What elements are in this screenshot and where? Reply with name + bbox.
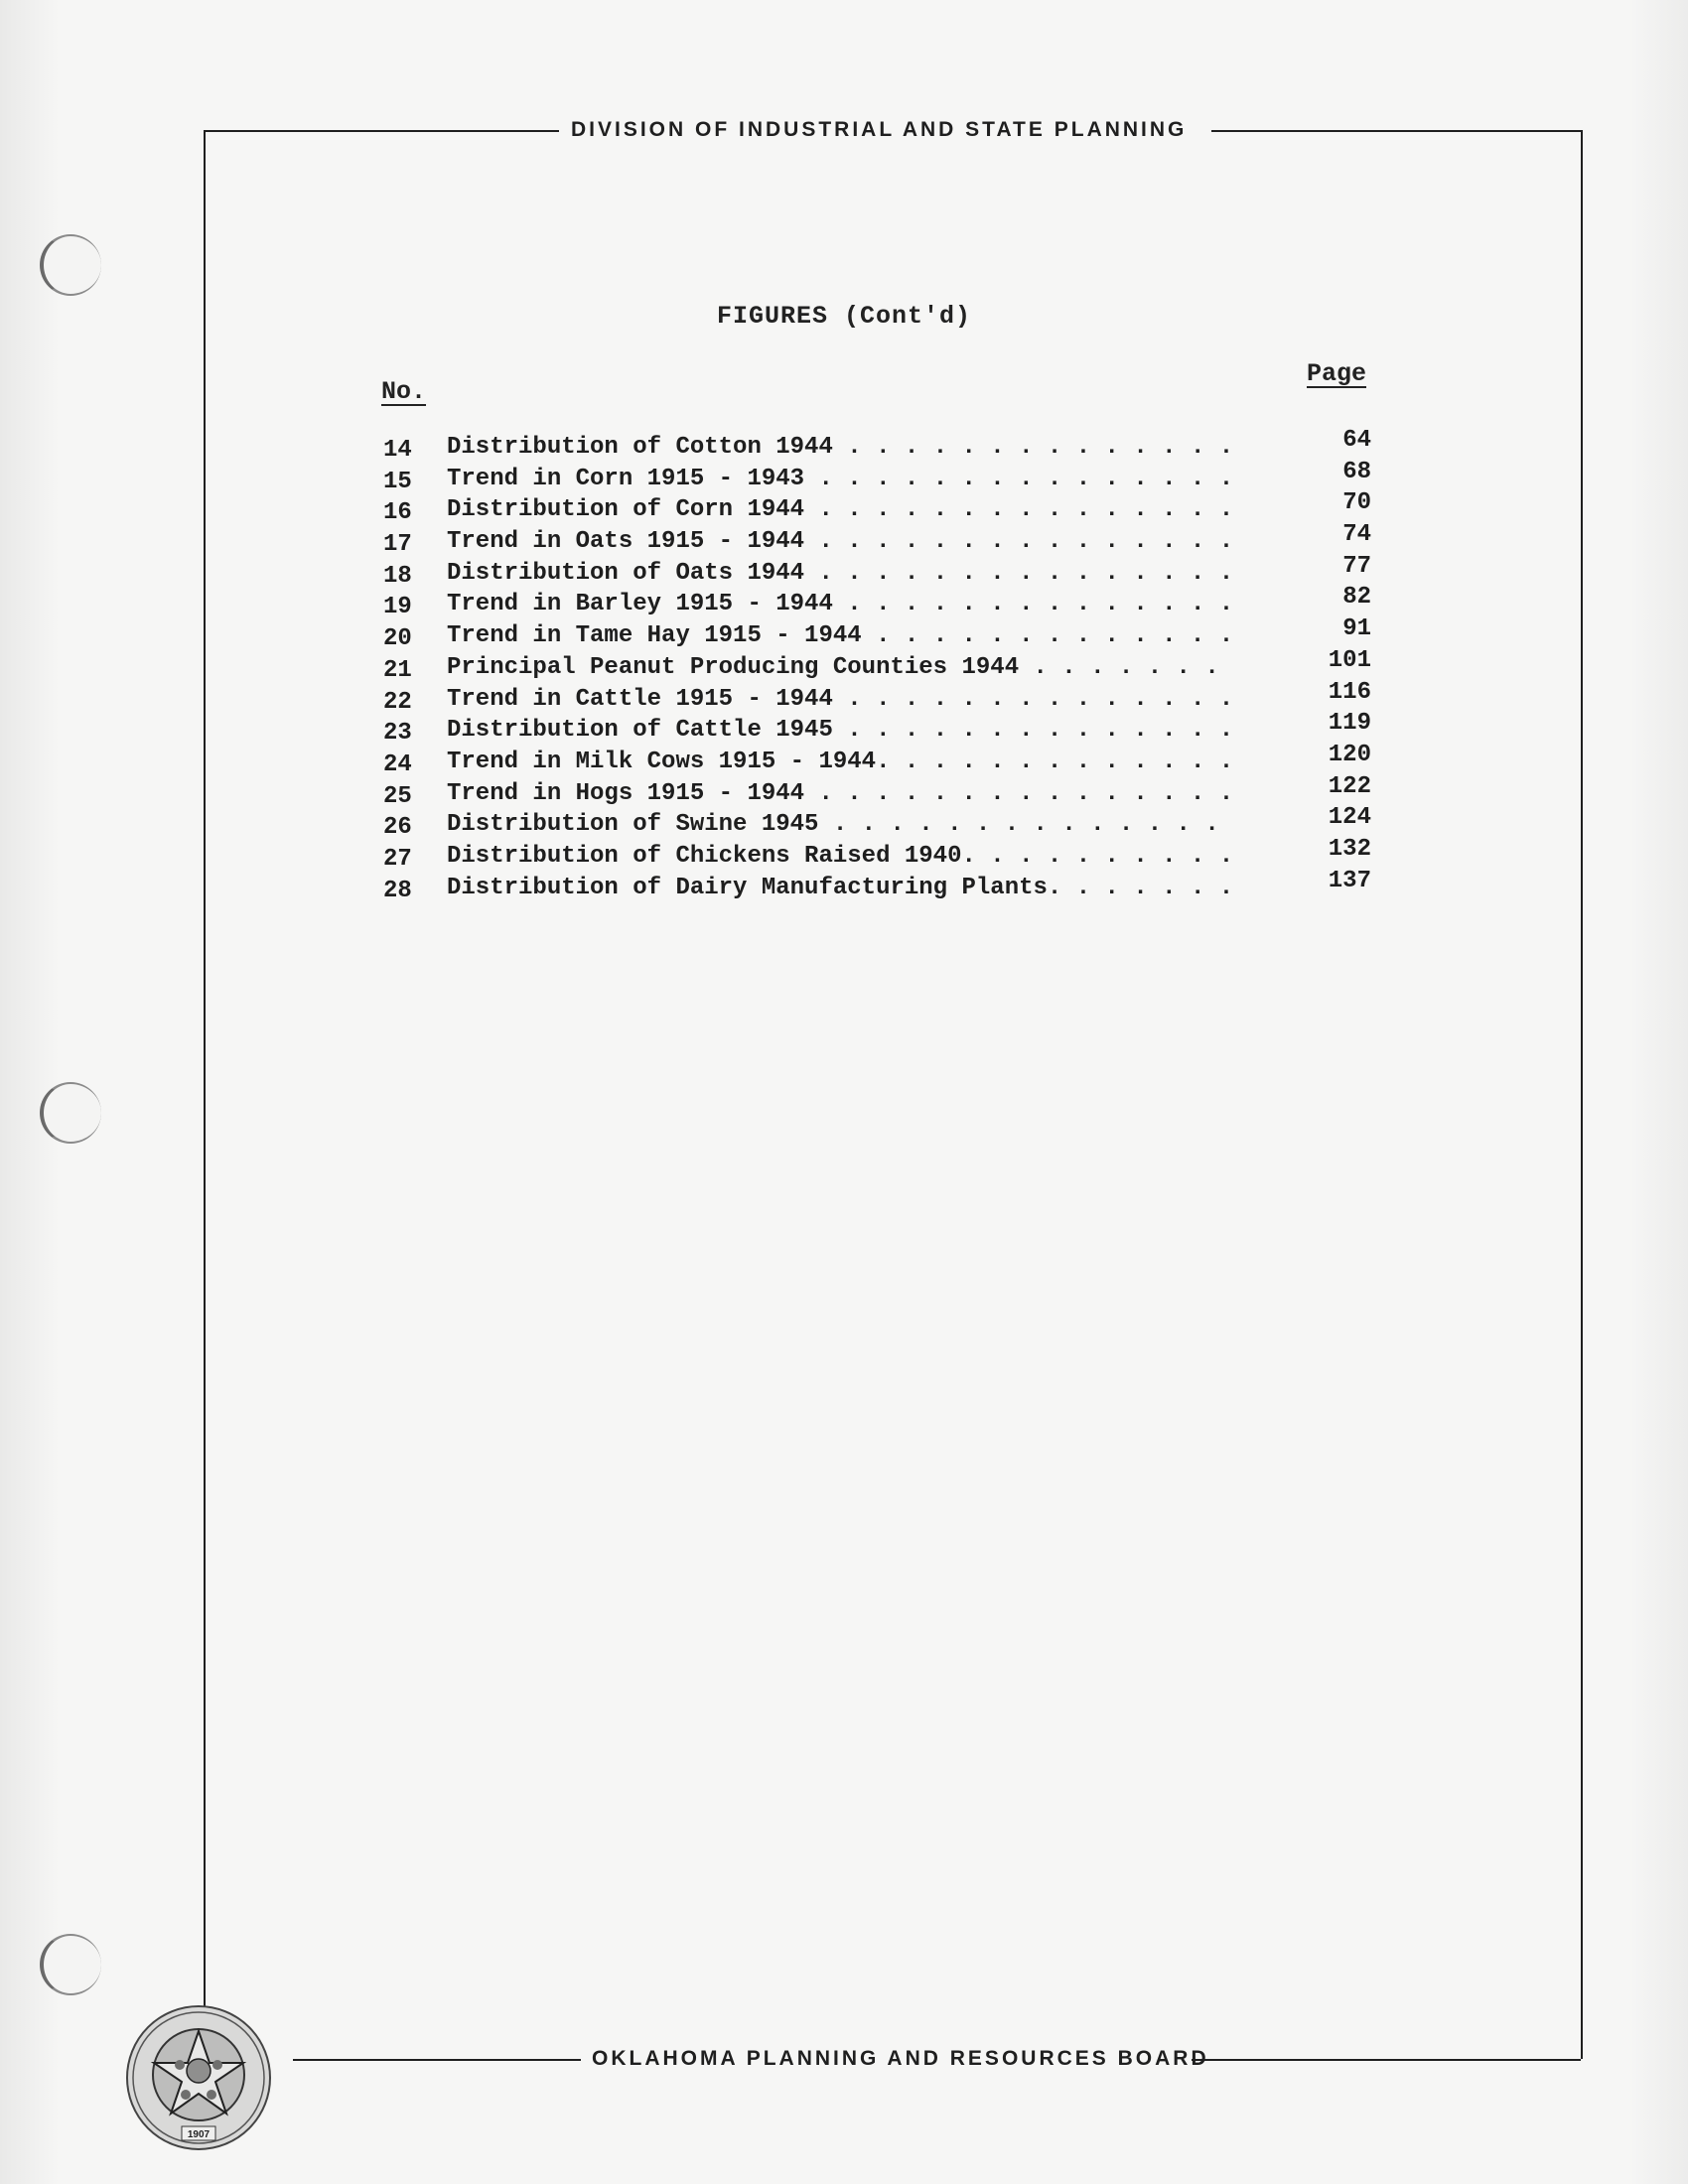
figure-title-text: Trend in Oats 1915 - 1944 (447, 528, 805, 556)
figure-title (447, 780, 1233, 807)
figure-number: 21 (383, 656, 412, 684)
figure-title (447, 591, 1233, 617)
leader-dots: . . . . . . . . . . . . . . (832, 811, 1219, 839)
figure-number: 28 (383, 877, 412, 904)
figure-title-text: Trend in Milk Cows 1915 - 1944. (447, 748, 891, 775)
figure-title (447, 622, 1233, 649)
column-header-page: Page (1307, 359, 1367, 388)
figure-row (383, 427, 1376, 464)
leader-dots: . . . . . . . . . . . . . . . (818, 465, 1234, 492)
figure-row (383, 710, 1376, 748)
figure-number: 17 (383, 531, 412, 559)
leader-dots: . . . . . . . . . . . . . . (847, 685, 1234, 713)
figure-number: 18 (383, 562, 412, 590)
figure-title-text: Distribution of Corn 1944 (447, 496, 805, 524)
seal-year: 1907 (187, 2129, 211, 2140)
figure-page-number: 64 (1342, 427, 1371, 454)
figure-title-text: Distribution of Swine 1945 (447, 811, 819, 839)
figure-number: 14 (383, 437, 412, 464)
figure-row (383, 741, 1376, 778)
leader-dots: . . . . . . . . . . . . . (876, 622, 1234, 650)
figure-title-text: Trend in Hogs 1915 - 1944 (447, 779, 805, 807)
figure-page-number: 122 (1328, 772, 1371, 800)
figure-title-text: Distribution of Dairy Manufacturing Plants. (447, 874, 1062, 901)
figure-title (447, 496, 1233, 523)
figure-title-text: Distribution of Cotton 1944 (447, 434, 833, 461)
figure-title (447, 749, 1233, 775)
figure-number: 24 (383, 751, 412, 778)
figure-title (447, 466, 1233, 492)
figure-row (383, 615, 1376, 653)
leader-dots: . . . . . . . . . (990, 842, 1234, 870)
leader-dots: . . . . . . . . . . . . . . (847, 717, 1234, 745)
figure-number: 20 (383, 625, 412, 653)
figure-row (383, 521, 1376, 559)
figure-title (447, 875, 1233, 901)
footer-rule-left (293, 2059, 581, 2061)
figure-page-number: 70 (1342, 489, 1371, 517)
figure-row (383, 646, 1376, 684)
leader-dots: . . . . . . . . . . . . . . (847, 434, 1234, 461)
figure-page-number: 124 (1328, 804, 1371, 832)
page-frame (204, 130, 1583, 2059)
figure-number: 26 (383, 814, 412, 842)
leader-dots: . . . . . . . . . . . . . . . (818, 528, 1234, 556)
leader-dots: . . . . . . . . . . . . . . . (818, 779, 1234, 807)
figure-title (447, 811, 1219, 838)
figure-row (383, 458, 1376, 495)
figure-title (447, 717, 1233, 744)
figure-title-text: Distribution of Cattle 1945 (447, 717, 833, 745)
figure-title-text: Distribution of Oats 1944 (447, 559, 805, 587)
figure-page-number: 82 (1342, 584, 1371, 612)
figure-page-number: 120 (1328, 741, 1371, 768)
figure-row (383, 867, 1376, 904)
figure-number: 19 (383, 594, 412, 621)
figure-page-number: 101 (1328, 646, 1371, 674)
figure-title-text: Trend in Corn 1915 - 1943 (447, 465, 805, 492)
page-title: FIGURES (Cont'd) (716, 302, 972, 331)
figure-page-number: 137 (1328, 867, 1371, 894)
figure-page-number: 68 (1342, 458, 1371, 485)
figure-row (383, 804, 1376, 842)
figure-title-text: Principal Peanut Producing Counties 1944 (447, 653, 1020, 681)
figure-number: 15 (383, 468, 412, 495)
figure-page-number: 91 (1342, 615, 1371, 643)
figure-title (447, 434, 1233, 461)
figure-title-text: Trend in Tame Hay 1915 - 1944 (447, 622, 862, 650)
figure-page-number: 74 (1342, 521, 1371, 549)
figure-row (383, 584, 1376, 621)
figure-row (383, 772, 1376, 810)
figure-number: 23 (383, 720, 412, 748)
leader-dots: . . . . . . . . . . . . . . . (818, 559, 1234, 587)
figure-row (383, 489, 1376, 527)
seal-icon (124, 2003, 273, 2152)
figure-title-text: Trend in Cattle 1915 - 1944 (447, 685, 833, 713)
footer-rule-right (1192, 2059, 1581, 2061)
leader-dots: . . . . . . . . . . . . . . (847, 591, 1234, 618)
leader-dots: . . . . . . (1075, 874, 1234, 901)
figure-title (447, 843, 1233, 870)
figure-number: 16 (383, 499, 412, 527)
leader-dots: . . . . . . . . . . . . . . . (818, 496, 1234, 524)
figure-page-number: 119 (1328, 710, 1371, 738)
punch-hole-middle (40, 1082, 101, 1144)
footer-title: OKLAHOMA PLANNING AND RESOURCES BOARD (592, 2047, 1209, 2070)
figure-page-number: 132 (1328, 835, 1371, 863)
figure-number: 25 (383, 782, 412, 810)
figure-title (447, 560, 1233, 587)
figure-title (447, 528, 1233, 555)
figure-title (447, 686, 1233, 713)
figure-page-number: 77 (1342, 552, 1371, 580)
header-rule-right (1211, 130, 1581, 132)
figure-title-text: Trend in Barley 1915 - 1944 (447, 591, 833, 618)
punch-hole-top (40, 234, 101, 296)
figure-number: 27 (383, 845, 412, 873)
figure-title (447, 654, 1219, 681)
figure-title-text: Distribution of Chickens Raised 1940. (447, 842, 976, 870)
figure-row (383, 835, 1376, 873)
leader-dots: . . . . . . . . . . . . (904, 748, 1234, 775)
punch-hole-bottom (40, 1934, 101, 1995)
figure-page-number: 116 (1328, 678, 1371, 706)
header-rule-left (204, 130, 559, 132)
figure-row (383, 678, 1376, 716)
figure-number: 22 (383, 688, 412, 716)
column-header-no: No. (381, 377, 427, 406)
header-title: DIVISION OF INDUSTRIAL AND STATE PLANNING (571, 118, 1188, 141)
figure-row (383, 552, 1376, 590)
leader-dots: . . . . . . . (1033, 653, 1219, 681)
figures-list (383, 427, 1376, 904)
